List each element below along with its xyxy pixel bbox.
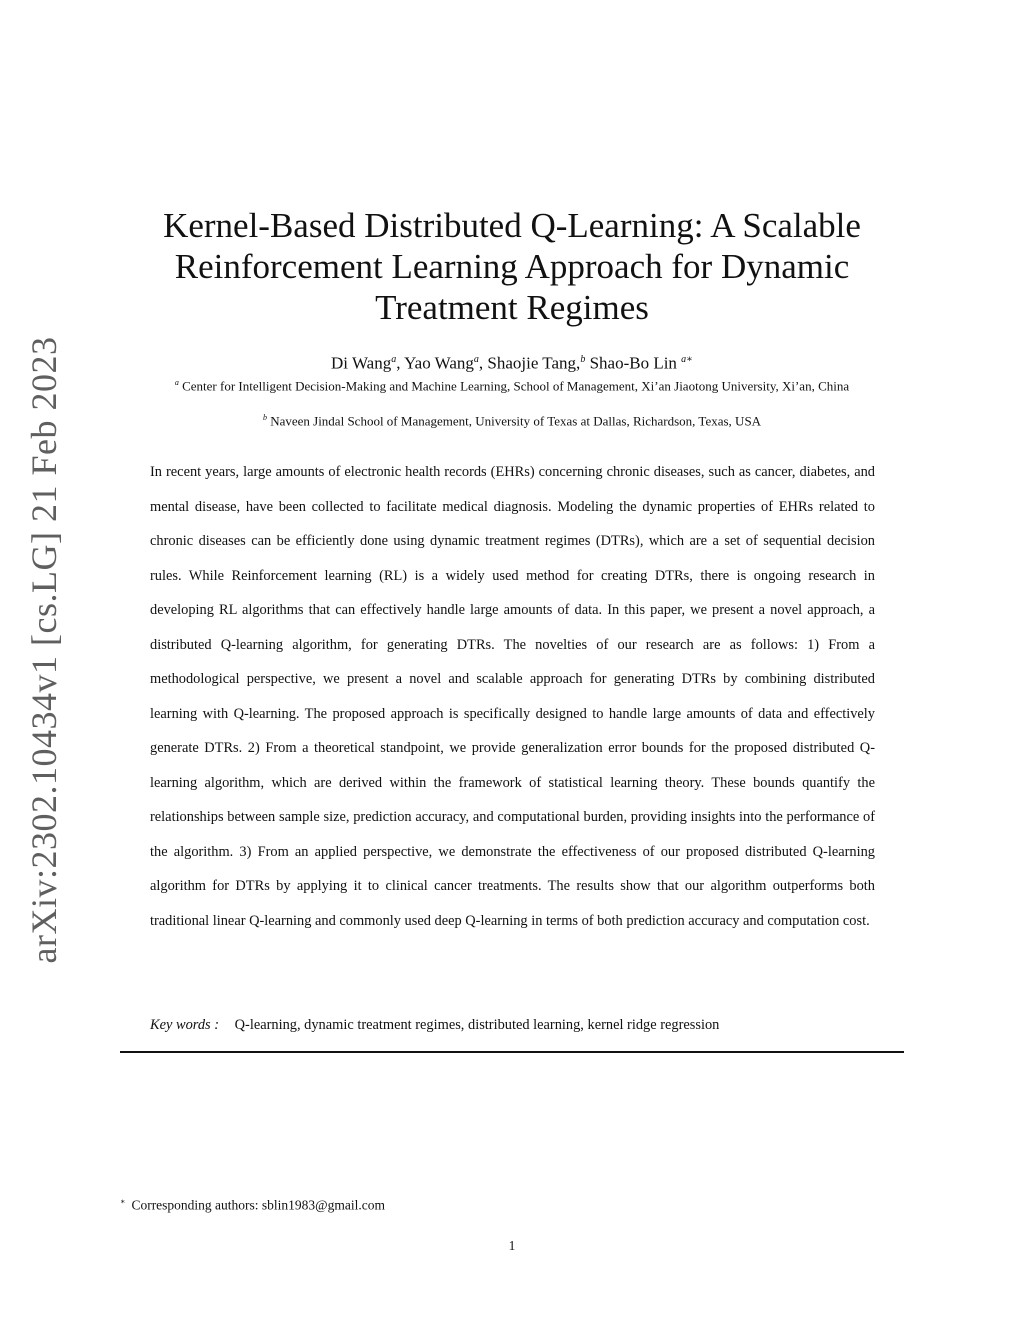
- section-divider: [120, 1051, 904, 1053]
- affiliation-mark: b: [262, 413, 267, 422]
- affiliation-a: [120, 375, 904, 394]
- author-name: Yao Wang: [404, 353, 474, 373]
- affiliation-mark: a: [174, 378, 179, 387]
- footnote: [120, 1193, 385, 1215]
- author-affil-mark: a: [391, 354, 397, 365]
- author-name: Di Wang: [331, 353, 392, 373]
- keywords-label: Key words :: [150, 1017, 220, 1033]
- footnote-text: Corresponding authors: sblin1983@gmail.com: [131, 1197, 385, 1213]
- affiliation-b: [120, 410, 904, 429]
- author-name: Shao-Bo Lin: [589, 353, 677, 373]
- keywords: [150, 1015, 890, 1035]
- author-list: Di Wang$^a$, Yao Wang$^a$, Shaojie Tang,$^b$ Shao-Bo Lin $^{a∗}$: [331, 353, 693, 373]
- page-number: 1: [508, 1238, 516, 1253]
- footnote-mark: ∗: [120, 1197, 126, 1206]
- author-affil-mark: a: [473, 354, 479, 365]
- author-name: Shaojie Tang,: [487, 353, 581, 373]
- keywords-text: Q-learning, dynamic treatment regimes, distributed learning, kernel ridge regression: [234, 1017, 720, 1033]
- arxiv-identifier-stamp: arXiv:2302.10434v1 [cs.LG] 21 Feb 2023: [24, 336, 64, 964]
- affiliation-text: Center for Intelligent Decision-Making and Machine Learning, School of Management, Xi’an Jiaotong University, Xi’an, China: [182, 378, 850, 394]
- title-line: Kernel-Based Distributed Q-Learning: A Scalable: [163, 206, 861, 245]
- paper-title: [120, 205, 904, 328]
- title-line: Treatment Regimes: [375, 288, 649, 327]
- title-line: Reinforcement Learning Approach for Dynamic: [174, 247, 850, 286]
- author-affil-mark: b: [580, 354, 586, 365]
- abstract-text: In recent years, large amounts of electronic health records (EHRs) concerning chronic diseases, such as cancer, diabetes, and mental disease, have been collected to facilitate medical diagnosis. Modeling the dynamic properties of EHRs related to chronic diseases can be efficiently done using dynamic treatment regimes (DTRs), which are a set of sequential decision rules. While Reinforcement learning (RL) is a widely used method for creating DTRs, there is ongoing research in developing RL algorithms that can effectively handle large amounts of data. In this paper, we present a novel approach, a distributed Q-learning algorithm, for generating DTRs. The novelties of our research are as follows: 1) From a methodological perspective, we present a novel and scalable approach for generating DTRs by combining distributed learning with Q-learning. The proposed approach is specifically designed to handle large amounts of data and effectively generate DTRs. 2) From a theoretical standpoint, we provide generalization error bounds for the proposed distributed Q-learning algorithm, which are derived within the framework of statistical learning theory. These bounds quantify the relationships between sample size, prediction accuracy, and computational burden, providing insights into the performance of the algorithm. 3) From an applied perspective, we demonstrate the effectiveness of our proposed distributed Q-learning algorithm for DTRs by applying it to clinical cancer treatments. The results show that our algorithm outperforms both traditional linear Q-learning and commonly used deep Q-learning in terms of both prediction accuracy and computation cost.: [150, 464, 875, 929]
- affiliation-text: Naveen Jindal School of Management, University of Texas at Dallas, Richardson, Texas, USA: [270, 413, 762, 429]
- author-affil-mark: a∗: [681, 354, 693, 365]
